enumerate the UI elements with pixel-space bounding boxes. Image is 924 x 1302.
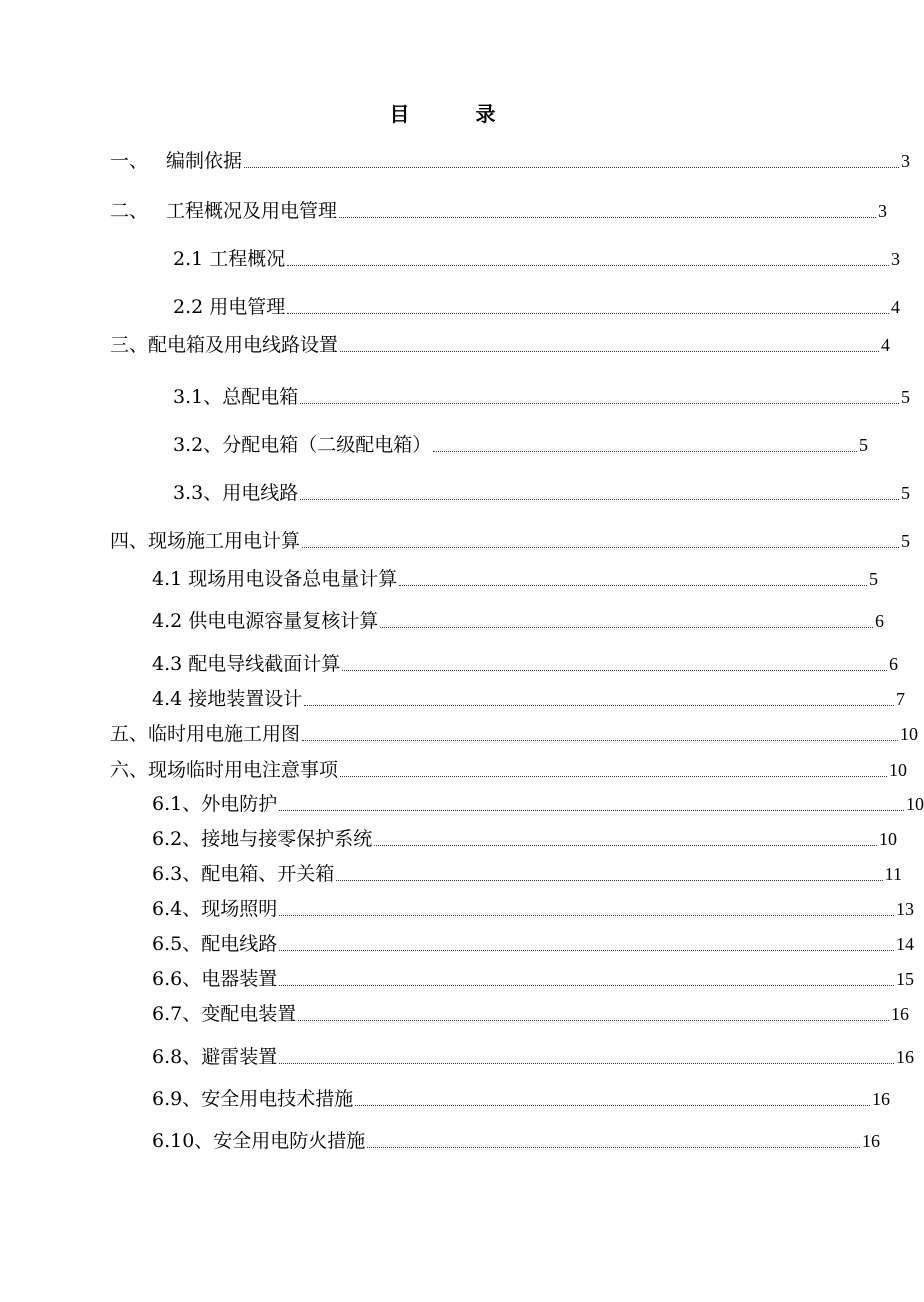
toc-entry-label: 六、现场临时用电注意事项 (110, 759, 339, 781)
toc-entry-page: 10 (906, 794, 924, 814)
toc-entry-number: 二、 (110, 200, 149, 222)
toc-entry-label: 4.2 供电电源容量复核计算 (152, 610, 379, 632)
toc-entry-label: 6.6、电器装置 (152, 968, 278, 990)
toc-leader (298, 1020, 889, 1021)
toc-entry[interactable] (173, 478, 910, 506)
toc-entry-label: 五、临时用电施工用图 (110, 723, 301, 745)
toc-entry[interactable] (152, 894, 914, 922)
toc-entry-label: 6.10、安全用电防火措施 (152, 1130, 366, 1152)
toc-entry-page: 7 (896, 689, 905, 709)
toc-leader (244, 167, 899, 168)
toc-entry[interactable] (173, 430, 868, 458)
toc-leader (279, 1063, 894, 1064)
toc-entry-label: 6.2、接地与接零保护系统 (152, 828, 373, 850)
toc-entry[interactable] (152, 1042, 914, 1070)
toc-entry[interactable] (152, 606, 884, 634)
toc-entry-page: 10 (889, 760, 907, 780)
toc-entry-page: 5 (869, 569, 878, 589)
toc-entry-label: 工程概况及用电管理 (166, 200, 338, 222)
toc-entry-page: 16 (872, 1089, 890, 1109)
toc-entry-label: 6.9、安全用电技术措施 (152, 1088, 354, 1110)
toc-entry-label: 四、现场施工用电计算 (110, 530, 301, 552)
toc-entry-page: 5 (901, 531, 910, 551)
toc-leader (279, 985, 894, 986)
title-char-2: 录 (475, 102, 496, 126)
toc-entry-label: 6.3、配电箱、开关箱 (152, 863, 335, 885)
toc-entry-label: 2.1 工程概况 (173, 248, 286, 270)
toc-entry-label: 4.4 接地装置设计 (152, 688, 303, 710)
toc-entry[interactable] (173, 244, 900, 272)
toc-entry-page: 6 (889, 654, 898, 674)
toc-entry[interactable] (152, 564, 878, 592)
toc-leader (300, 403, 899, 404)
toc-leader (340, 351, 879, 352)
toc-entry[interactable] (152, 929, 914, 957)
toc-entry[interactable] (110, 146, 910, 174)
toc-leader (302, 547, 899, 548)
toc-entry-page: 4 (891, 297, 900, 317)
toc-entry[interactable] (152, 824, 897, 852)
toc-entry-label: 编制依据 (166, 150, 243, 172)
toc-leader (374, 845, 877, 846)
toc-leader (342, 670, 887, 671)
toc-entry-page: 4 (881, 335, 890, 355)
toc-entry-page: 5 (859, 435, 868, 455)
toc-entry-page: 14 (896, 934, 914, 954)
toc-entry[interactable] (173, 382, 910, 410)
toc-entry-page: 3 (891, 249, 900, 269)
toc-entry-page: 3 (878, 201, 887, 221)
toc-leader (279, 810, 904, 811)
toc-entry[interactable] (152, 859, 902, 887)
toc-leader (304, 705, 894, 706)
toc-entry[interactable] (110, 330, 890, 358)
toc-entry-label: 4.1 现场用电设备总电量计算 (152, 568, 398, 590)
toc-entry-label: 6.8、避雷装置 (152, 1046, 278, 1068)
toc-entry-page: 16 (862, 1131, 880, 1151)
toc-entry[interactable] (152, 1084, 890, 1112)
toc-leader (300, 499, 899, 500)
toc-entry[interactable] (152, 789, 924, 817)
toc-entry-page: 16 (896, 1047, 914, 1067)
toc-entry-page: 5 (901, 483, 910, 503)
toc-leader (433, 451, 857, 452)
toc-entry[interactable] (110, 526, 910, 554)
toc-entry-label: 3.2、分配电箱（二级配电箱） (173, 434, 432, 456)
toc-entry-page: 6 (875, 611, 884, 631)
toc-leader (340, 776, 887, 777)
toc-entry-page: 3 (901, 151, 910, 171)
toc-entry-label: 3.3、用电线路 (173, 482, 299, 504)
toc-entry-page: 5 (901, 387, 910, 407)
toc-leader (287, 265, 889, 266)
toc-entry[interactable] (110, 196, 887, 224)
toc-entry[interactable] (152, 1126, 880, 1154)
toc-title (0, 98, 885, 127)
toc-entry-label: 3.1、总配电箱 (173, 386, 299, 408)
toc-entry-label: 2.2 用电管理 (173, 296, 286, 318)
toc-leader (279, 915, 894, 916)
toc-entry[interactable] (173, 292, 900, 320)
toc-entry[interactable] (152, 964, 914, 992)
toc-entry-label: 6.5、配电线路 (152, 933, 278, 955)
toc-leader (279, 950, 894, 951)
toc-entry-number: 一、 (110, 150, 149, 172)
toc-entry-page: 10 (879, 829, 897, 849)
toc-entry-page: 11 (884, 864, 902, 884)
toc-entry-page: 10 (900, 724, 918, 744)
toc-entry[interactable] (152, 649, 898, 677)
toc-entry-label: 三、配电箱及用电线路设置 (110, 334, 339, 356)
toc-entry[interactable] (110, 755, 907, 783)
toc-entry-page: 15 (896, 969, 914, 989)
toc-leader (399, 585, 867, 586)
toc-leader (367, 1147, 860, 1148)
toc-entry-label: 6.7、变配电装置 (152, 1003, 297, 1025)
toc-leader (355, 1105, 870, 1106)
toc-entry-page: 13 (896, 899, 914, 919)
toc-leader (339, 217, 876, 218)
toc-leader (302, 740, 898, 741)
toc-leader (336, 880, 882, 881)
toc-entry[interactable] (110, 719, 918, 747)
toc-leader (380, 627, 873, 628)
toc-entry[interactable] (152, 999, 909, 1027)
toc-entry-label: 4.3 配电导线截面计算 (152, 653, 341, 675)
title-char-1: 目 (389, 102, 410, 126)
toc-entry[interactable] (152, 684, 905, 712)
toc-leader (287, 313, 889, 314)
toc-entry-label: 6.4、现场照明 (152, 898, 278, 920)
toc-entry-page: 16 (891, 1004, 909, 1024)
toc-entry-label: 6.1、外电防护 (152, 793, 278, 815)
